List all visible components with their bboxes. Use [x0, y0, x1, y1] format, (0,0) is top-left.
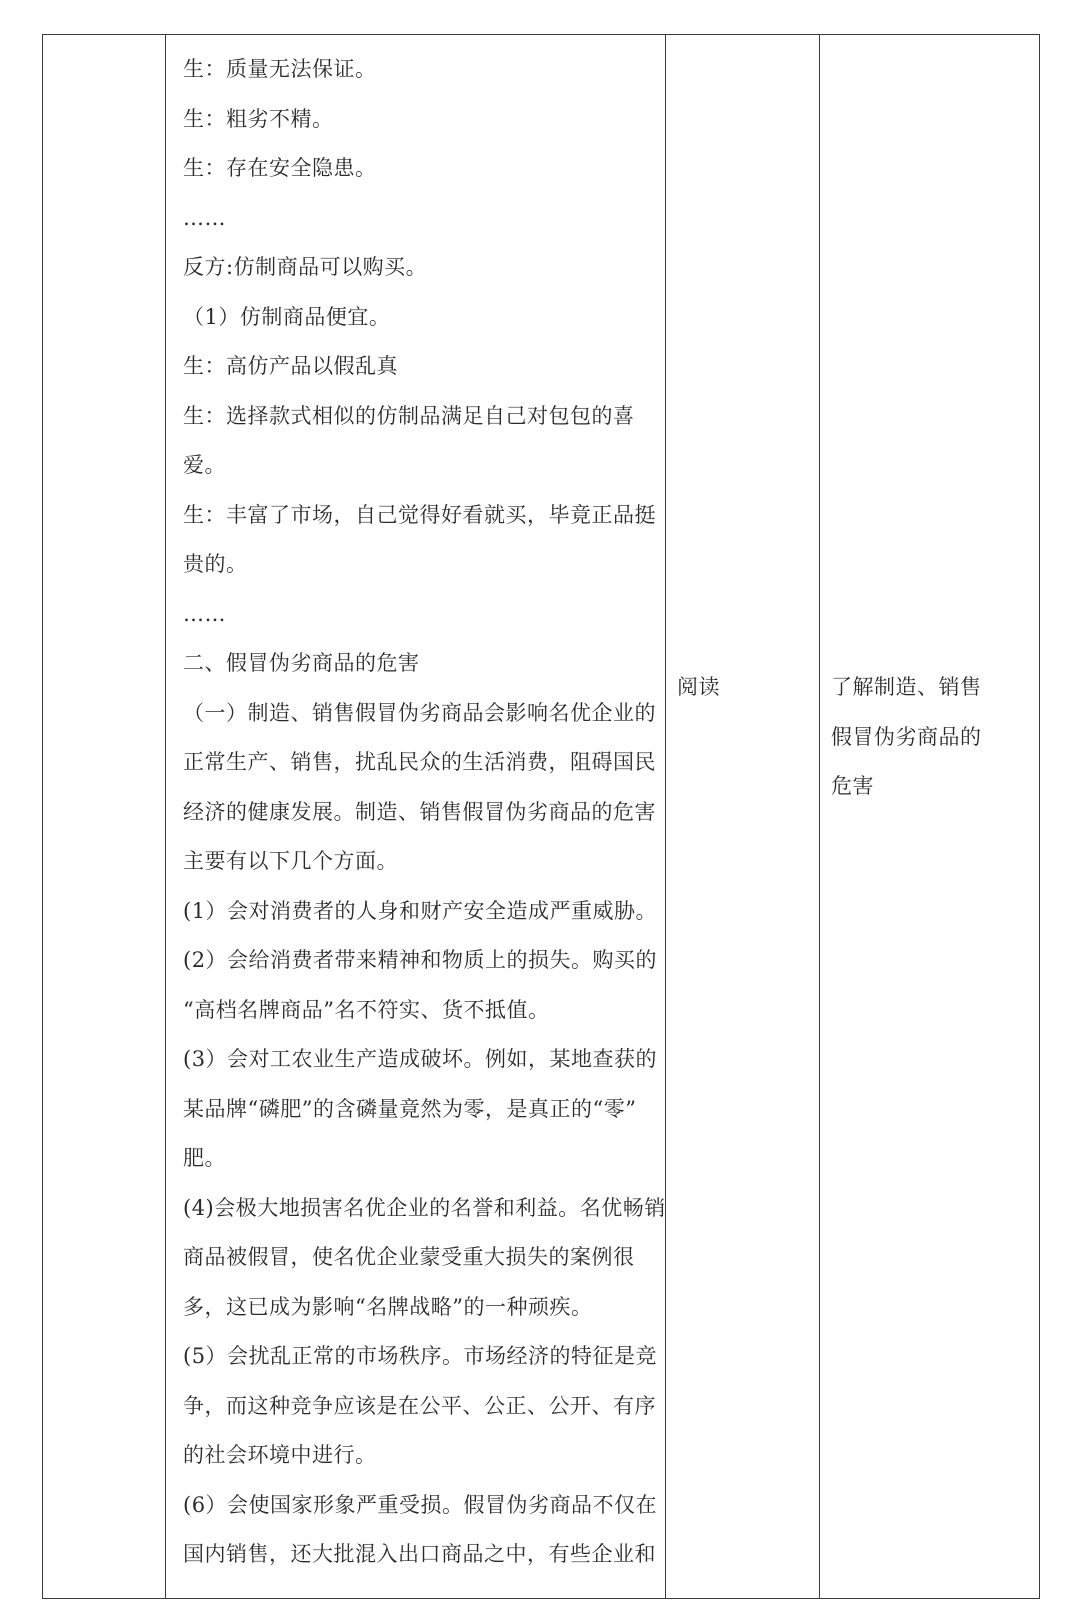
text-line: （1）仿制商品便宜。: [183, 304, 391, 329]
design-intent-line: 危害: [831, 774, 874, 798]
text-line: 多，这已成为影响“名牌战略”的一种顽疾。: [183, 1294, 593, 1319]
text-line: (6）会使国家形象严重受损。假冒伪劣商品不仅在: [183, 1492, 658, 1517]
column-divider: [819, 35, 820, 1598]
text-line: 商品被假冒，使名优企业蒙受重大损失的案例很: [183, 1245, 635, 1269]
text-line: ……: [183, 205, 226, 230]
student-activity-text: 阅读: [677, 675, 720, 699]
text-line: 生：选择款式相似的仿制品满足自己对包包的喜: [183, 403, 635, 428]
text-line: 肥。: [183, 1146, 226, 1170]
text-line: “高档名牌商品”名不符实、货不抵值。: [183, 997, 550, 1022]
text-line: (5）会扰乱正常的市场秩序。市场经济的特征是竞: [183, 1344, 658, 1368]
design-intent-cell: [831, 663, 982, 812]
text-line: (3）会对工农业生产造成破坏。例如，某地查获的: [183, 1047, 658, 1071]
text-line: 某品牌“磷肥”的含磷量竟然为零，是真正的“零”: [183, 1096, 637, 1121]
text-line: 生：高仿产品以假乱真: [183, 354, 398, 378]
text-line: 生：存在安全隐患。: [183, 156, 377, 180]
text-line: 反方:仿制商品可以购买。: [183, 255, 428, 279]
design-intent-line: 假冒伪劣商品的: [831, 724, 982, 749]
text-line: 生：质量无法保证。: [183, 57, 377, 81]
text-line: (2）会给消费者带来精神和物质上的损失。购买的: [183, 948, 658, 972]
lesson-plan-table: [42, 34, 1040, 1599]
teaching-process-cell: [171, 35, 691, 1580]
text-line: 的社会环境中进行。: [183, 1443, 377, 1467]
text-line: 正常生产、销售，扰乱民众的生活消费，阻碍国民: [183, 750, 656, 774]
text-line: 爱。: [183, 453, 226, 477]
text-line: 生：粗劣不精。: [183, 106, 334, 131]
text-line: 争，而这种竞争应该是在公平、公正、公开、有序: [183, 1393, 656, 1418]
text-line: 生：丰富了市场，自己觉得好看就买，毕竟正品挺: [183, 502, 656, 527]
text-line: 贵的。: [183, 552, 248, 576]
text-line: 经济的健康发展。制造、销售假冒伪劣商品的危害: [183, 799, 656, 824]
section-heading: 二、假冒伪劣商品的危害: [183, 651, 420, 675]
text-line: (4)会极大地损害名优企业的名誉和利益。名优畅销: [183, 1195, 666, 1220]
design-intent-line: 了解制造、销售: [831, 675, 982, 699]
text-line: 主要有以下几个方面。: [183, 849, 398, 873]
column-divider: [165, 35, 166, 1598]
text-line: 国内销售，还大批混入出口商品之中，有些企业和: [183, 1542, 656, 1566]
text-line: （一）制造、销售假冒伪劣商品会影响名优企业的: [183, 700, 656, 725]
text-line: (1）会对消费者的人身和财产安全造成严重威胁。: [183, 898, 658, 923]
text-line: ……: [183, 601, 226, 626]
